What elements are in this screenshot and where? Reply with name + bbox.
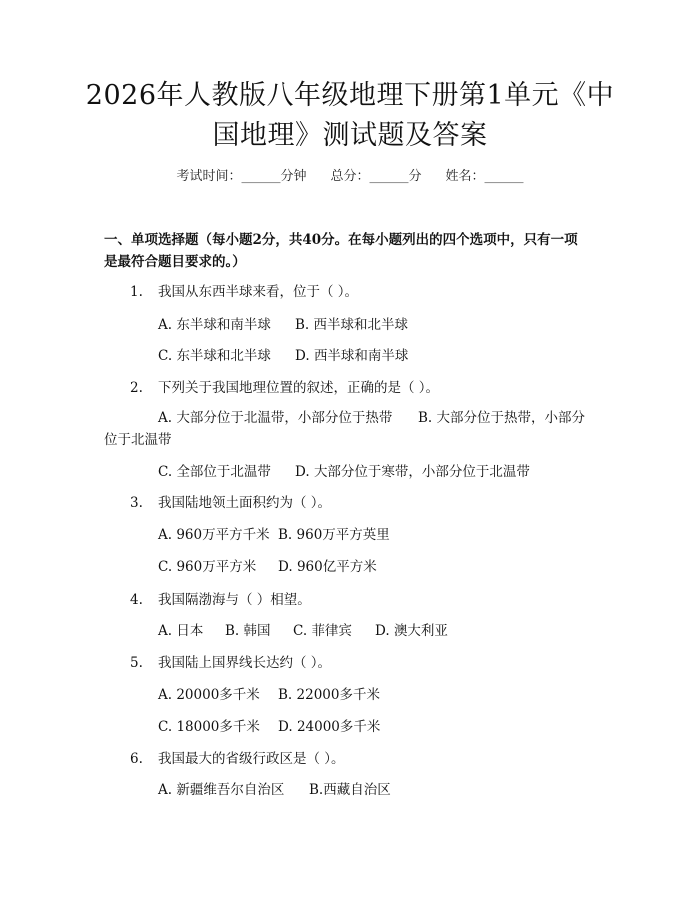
question-1-option-d [295,346,408,366]
question-1-option-b [295,315,408,335]
question-5-option-c [158,717,260,737]
option-text: 西藏自治区 [323,782,391,798]
option-text: 澳大利亚 [393,623,448,639]
option-label: B. [295,317,310,333]
option-text: 东半球和南半球 [176,317,271,333]
option-text: 新疆维吾尔自治区 [176,782,285,798]
option-label: C. [158,464,173,480]
option-label: B. [309,782,324,798]
question-3-option-d [278,557,377,577]
option-label: D. [375,623,390,639]
question-3-option-c [158,557,256,577]
option-label: C. [293,623,308,639]
question-4-option-d [375,621,448,641]
question-number: 6. [130,751,143,767]
question-number: 5. [130,655,143,671]
question-4-option-c [293,621,352,641]
question-2-option-b-continued [104,430,172,450]
question-text: 我国陆上国界线长达约（ ）。 [158,655,332,671]
question-4-option-b [225,621,271,641]
option-label: A. [158,317,173,333]
option-text: 960万平方千米 [176,527,270,543]
section-heading-line-1: 一、单项选择题（每小题2分，共40分。在每小题列出的四个选项中，只有一项 [104,232,578,248]
option-text: 位于北温带 [104,432,172,448]
question-text: 下列关于我国地理位置的叙述，正确的是（ ）。 [158,380,440,396]
question-2-option-c [158,462,271,482]
option-text: 20000多千米 [176,687,260,703]
page-title [40,76,660,156]
option-text: 大部分位于北温带，小部分位于热带 [176,410,393,426]
option-text: 960万平方英里 [296,527,390,543]
exam-info [0,167,700,187]
question-1-options-row-1 [158,315,271,335]
question-5-option-d [278,717,380,737]
option-text: 24000多千米 [296,719,381,735]
option-label: D. [278,719,293,735]
option-label: B. [278,687,293,703]
option-text: 22000多千米 [296,687,380,703]
question-5-option-a [158,685,260,705]
question-text: 我国隔渤海与（ ）相望。 [158,592,311,608]
option-label: C. [158,719,173,735]
option-label: D. [295,348,310,364]
option-text: 960万平方米 [176,559,257,575]
option-text: 西半球和南半球 [313,348,409,364]
question-text: 我国陆地领土面积约为（ ）。 [158,495,332,511]
option-text: 日本 [176,623,204,639]
option-label: C. [158,348,173,364]
name-field: 姓名：______ [445,169,524,184]
question-2-option-a [158,408,392,428]
question-text: 我国最大的省级行政区是（ ）。 [158,751,345,767]
question-2-option-d [295,462,530,482]
title-line-2: 国地理》测试题及答案 [212,120,488,151]
option-text: 全部位于北温带 [176,464,271,480]
question-number: 1. [130,284,143,300]
question-2-option-b [418,408,585,428]
question-number: 3. [130,495,143,511]
section-heading [104,229,604,273]
option-text: 东半球和北半球 [176,348,271,364]
question-4-option-a [158,621,203,641]
option-label: A. [158,623,173,639]
option-text: 18000多千米 [176,719,260,735]
option-label: C. [158,559,173,575]
total-score-field: 总分：______分 [330,169,422,184]
option-label: A. [158,687,173,703]
option-text: 大部分位于寒带，小部分位于北温带 [313,464,530,480]
question-1-option-c [158,346,271,366]
option-label: A. [158,410,173,426]
question-6-option-b [309,780,391,800]
option-text: 菲律宾 [311,623,352,639]
question-number: 4. [130,592,143,608]
exam-time-field: 考试时间：______分钟 [176,169,307,184]
section-heading-line-2: 是最符合题目要求的。） [104,254,246,270]
option-text: 大部分位于热带，小部分 [436,410,586,426]
option-text: 960亿平方米 [296,559,377,575]
option-label: D. [278,559,293,575]
question-6-option-a [158,780,284,800]
question-5-option-b [278,685,380,705]
option-label: D. [295,464,310,480]
option-text: 西半球和北半球 [313,317,409,333]
question-3-option-b [278,525,390,545]
question-3-option-a [158,525,270,545]
question-number: 2. [130,380,143,396]
option-label: B. [278,527,293,543]
title-line-1: 2026年人教版八年级地理下册第1单元《中 [85,80,615,111]
question-text: 我国从东西半球来看，位于（ ）。 [158,284,359,300]
option-label: B. [225,623,240,639]
option-text: 韩国 [243,623,271,639]
option-label: A. [158,782,173,798]
option-label: B. [418,410,433,426]
option-label: A. [158,527,173,543]
